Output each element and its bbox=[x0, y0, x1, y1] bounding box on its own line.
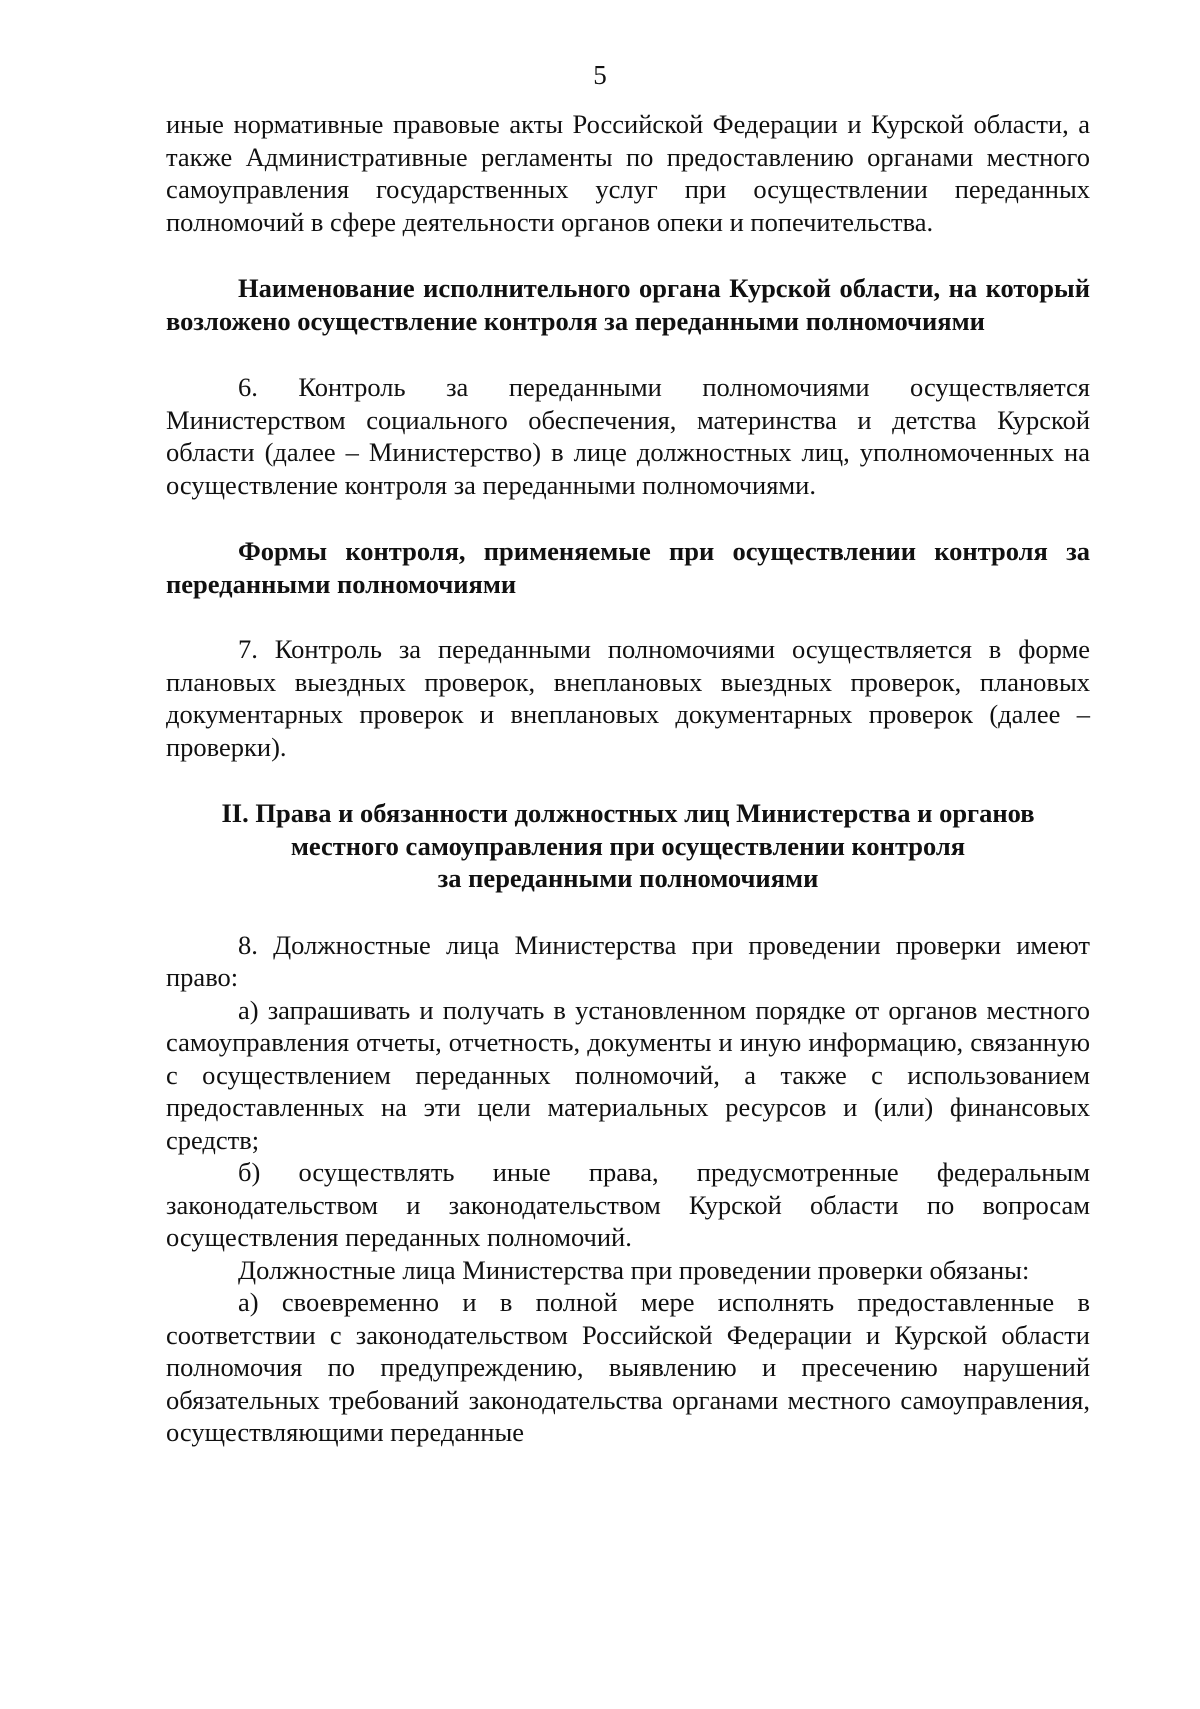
paragraph-7: 7. Контроль за переданными полномочиями осуществляется в форме плановых выездных проверок, внеплановых выездных проверок, плановых документарных проверок и внеплановых документарных проверок (далее – проверки). bbox=[166, 634, 1090, 762]
section-heading-line: II. Права и обязанности должностных лиц Министерства и органов bbox=[221, 798, 1035, 828]
document-body bbox=[166, 108, 1090, 1449]
section-heading-line: местного самоуправления при осуществлении контроля bbox=[290, 830, 966, 861]
section-heading-line: за переданными полномочиями bbox=[437, 863, 819, 893]
paragraph-8b: б) осуществлять иные права, предусмотренные федеральным законодательством и законодательством Курской области по вопросам осуществления переданных полномочий. bbox=[166, 1157, 1090, 1252]
heading-control-forms: Формы контроля, применяемые при осуществлении контроля за переданными полномочиями bbox=[166, 536, 1090, 599]
paragraph-other-acts: иные нормативные правовые акты Российской Федерации и Курской области, а также Административные регламенты по предоставлению органами местного самоуправления государственных услуг при осуществлении переданных полномочий в сфере деятельности органов опеки и попечительства. bbox=[166, 109, 1090, 237]
heading-control-body: Наименование исполнительного органа Курской области, на который возложено осуществление контроля за переданными полномочиями bbox=[166, 273, 1090, 336]
paragraph-8: 8. Должностные лица Министерства при проведении проверки имеют право: bbox=[166, 929, 1090, 992]
paragraph-obligations: Должностные лица Министерства при проведении проверки обязаны: bbox=[238, 1254, 1030, 1285]
paragraph-6: 6. Контроль за переданными полномочиями осуществляется Министерством социального обеспечения, материнства и детства Курской области (далее – Министерство) в лице должностных лиц, уполномоченных на осуществление контроля за переданными полномочиями. bbox=[166, 372, 1090, 500]
paragraph-8a: а) запрашивать и получать в установленном порядке от органов местного самоуправления отчеты, отчетность, документы и иную информацию, связанную с осуществлением переданных полномочий, а также с использованием предоставленных на эти цели материальных ресурсов и (или) финансовых средств; bbox=[166, 994, 1090, 1155]
page-number: 5 bbox=[593, 60, 607, 90]
paragraph-obligations-a: а) своевременно и в полной мере исполнять предоставленные в соответствии с законодательством Российской Федерации и Курской области полномочия по предупреждению, выявлению и пресечению нарушений обязательных требований законодательства органами местного самоуправления, осуществляющими переданные bbox=[166, 1287, 1090, 1447]
section-heading-ii bbox=[166, 797, 1090, 895]
